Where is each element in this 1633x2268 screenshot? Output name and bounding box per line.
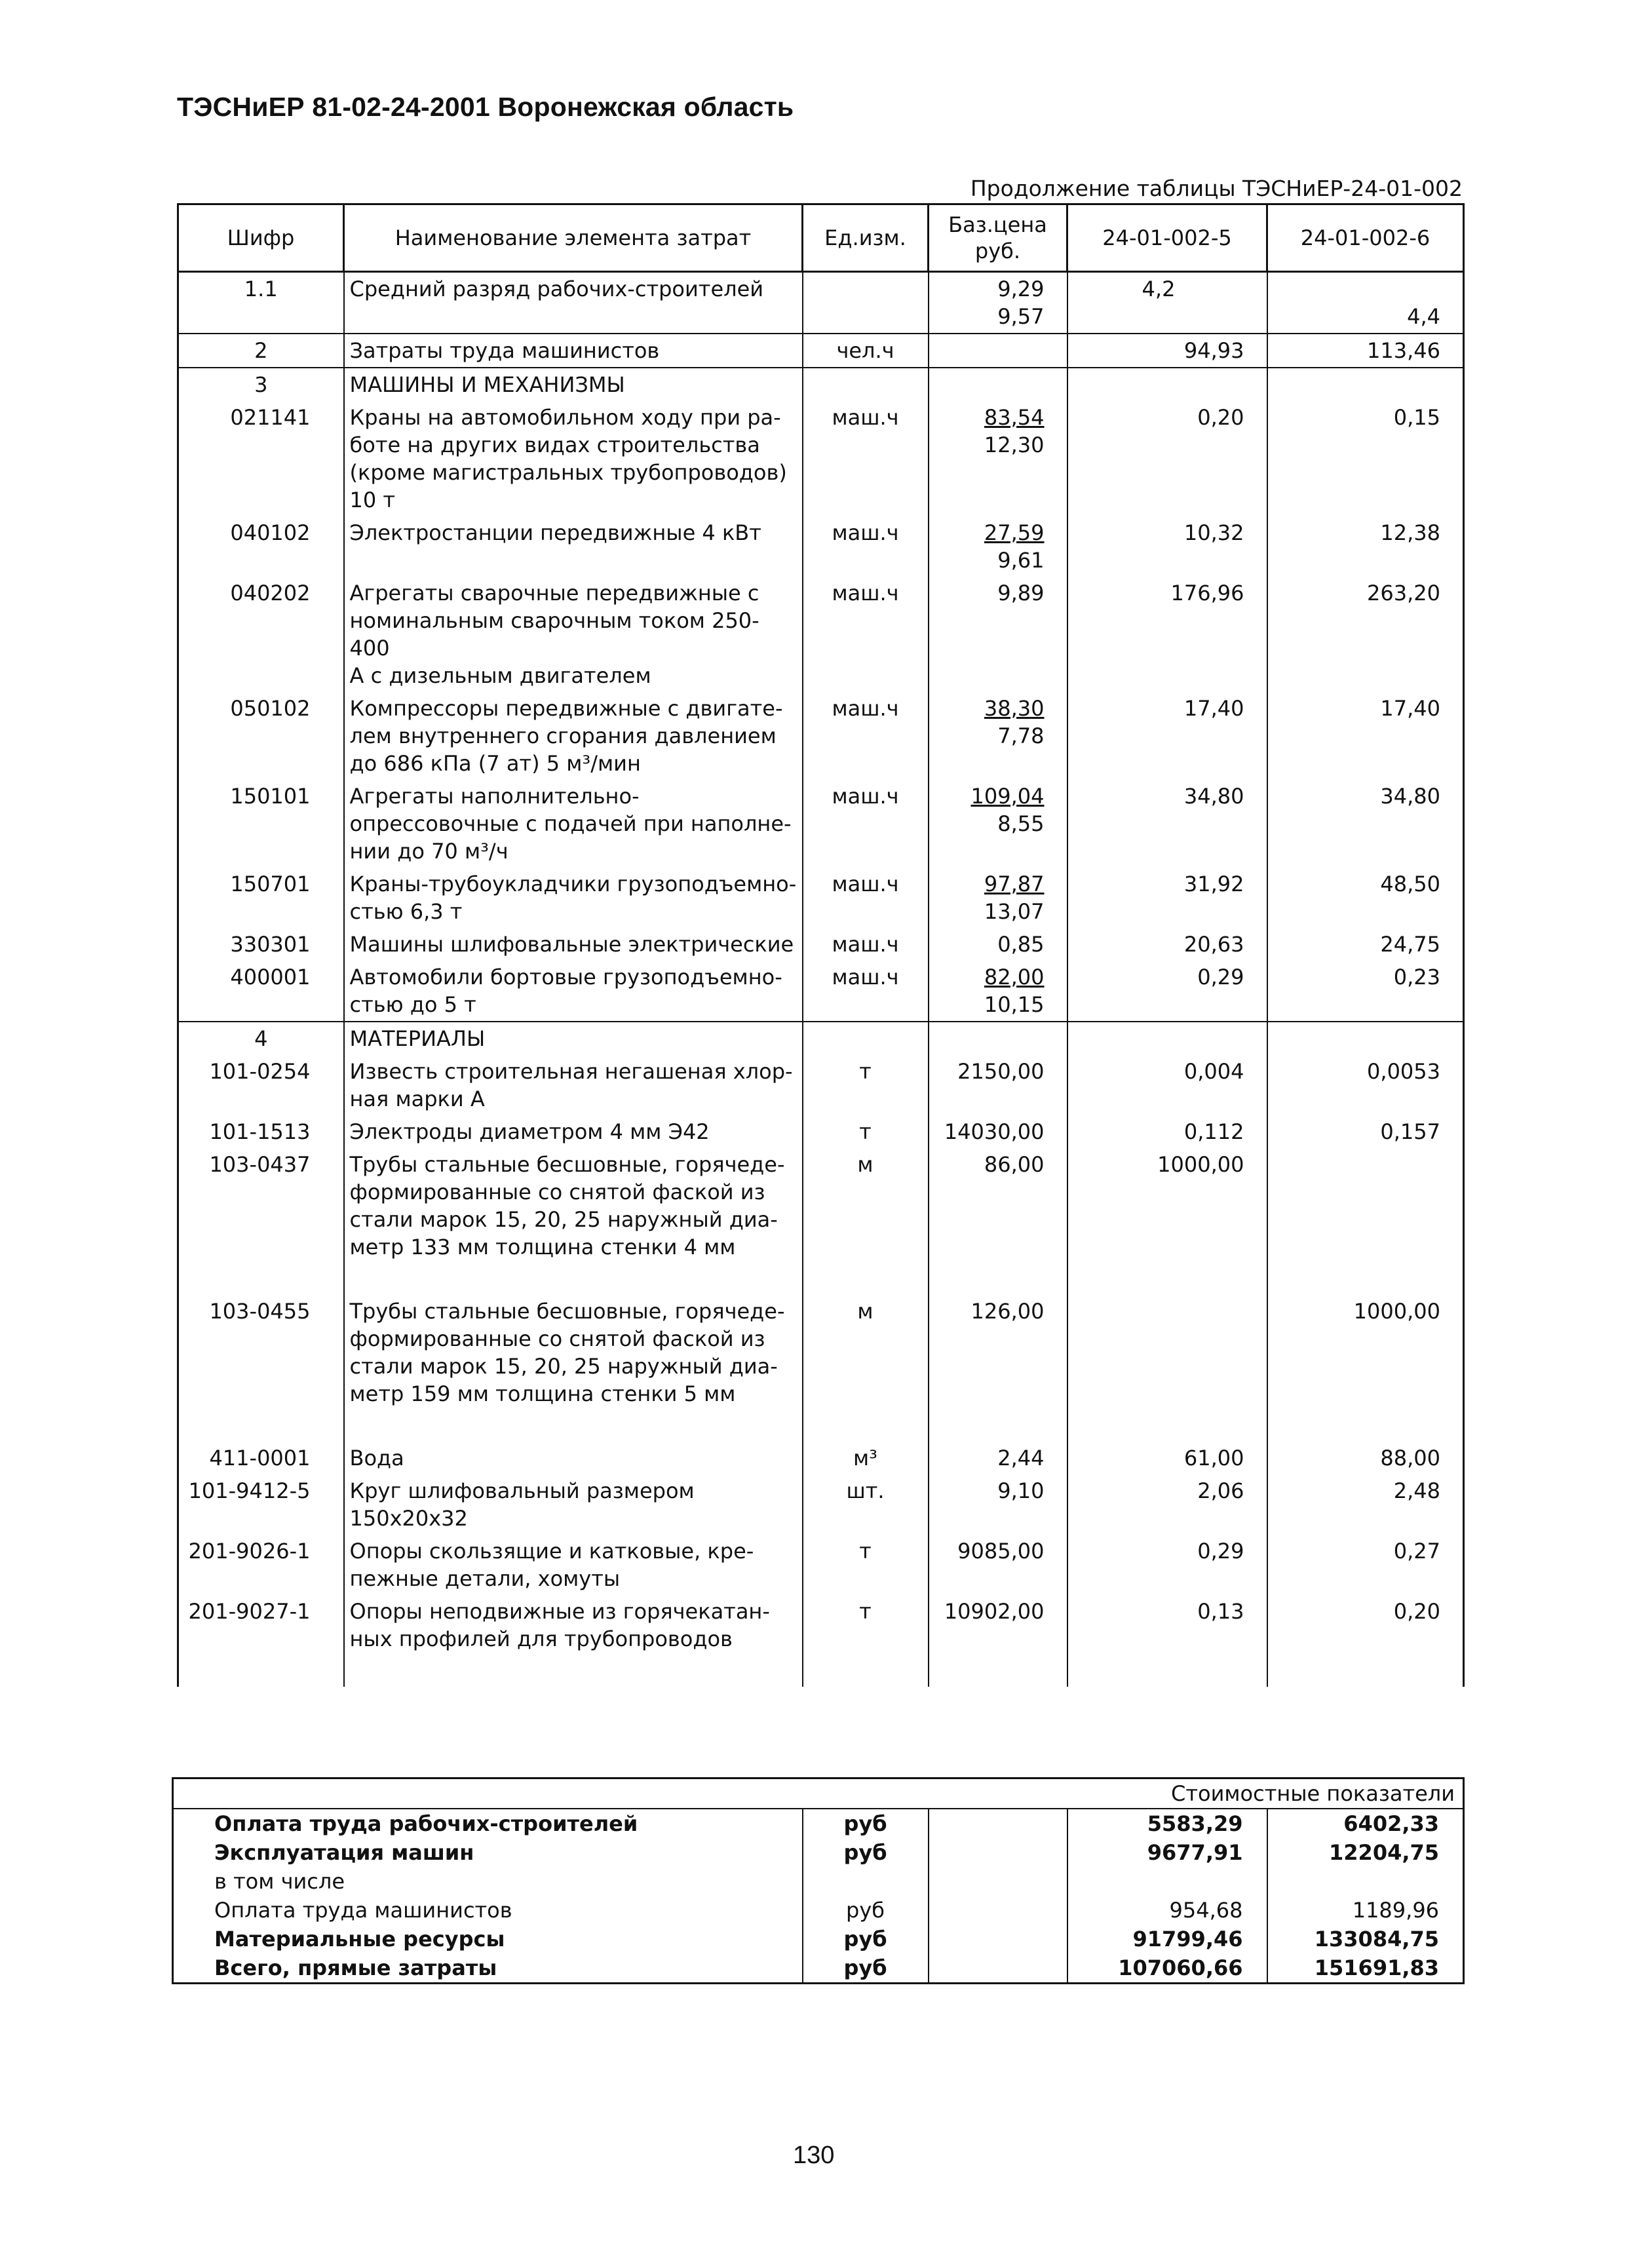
cell-code: 330301	[178, 928, 344, 961]
section-title: МАТЕРИАЛЫ	[344, 1022, 803, 1055]
cell-v5: 0,29	[1067, 961, 1267, 1022]
cell-price: 82,00 10,15	[929, 961, 1067, 1022]
totals-row	[173, 1896, 1464, 1925]
cell-price: 38,30 7,78	[929, 692, 1067, 780]
cell-v6: 34,80	[1267, 780, 1464, 868]
table-row	[178, 1595, 1464, 1655]
totals-empty	[929, 1953, 1067, 1984]
cell-v5: 61,00	[1067, 1442, 1267, 1474]
table-row	[178, 692, 1464, 780]
cell-price: 9,10	[929, 1474, 1067, 1535]
table-row	[178, 961, 1464, 1022]
cell-unit: м³	[803, 1442, 929, 1474]
cell-name: Электроды диаметром 4 мм Э42	[344, 1115, 803, 1148]
cell-code: 040102	[178, 516, 344, 577]
totals-label: Оплата труда машинистов	[173, 1896, 803, 1925]
cell-name: Круг шлифовальный размером 150х20х32	[344, 1474, 803, 1535]
cell-code: 2	[178, 334, 344, 368]
cell-price: 86,00	[929, 1148, 1067, 1263]
table-caption: Продолжение таблицы ТЭСНиЕР-24-01-002	[970, 176, 1463, 201]
cell-name: Электростанции передвижные 4 кВт	[344, 516, 803, 577]
cell-v6: 0,157	[1267, 1115, 1464, 1148]
col-header-v5: 24-01-002-5	[1067, 204, 1267, 272]
totals-unit: руб	[803, 1809, 929, 1838]
cell-code: 021141	[178, 401, 344, 516]
section-row	[178, 1022, 1464, 1055]
section-number: 3	[178, 368, 344, 401]
totals-v6: 1189,96	[1267, 1896, 1464, 1925]
totals-empty	[929, 1809, 1067, 1838]
cell-unit: маш.ч	[803, 868, 929, 928]
cell-unit: маш.ч	[803, 516, 929, 577]
section-row	[178, 368, 1464, 401]
totals-v5: 954,68	[1067, 1896, 1267, 1925]
cell-v6: 48,50	[1267, 868, 1464, 928]
cell-unit: т	[803, 1055, 929, 1115]
cell-code: 101-0254	[178, 1055, 344, 1115]
table-row	[178, 1148, 1464, 1263]
cell-v6: 2,48	[1267, 1474, 1464, 1535]
totals-unit: руб	[803, 1925, 929, 1953]
cell-v6: 12,38	[1267, 516, 1464, 577]
totals-unit: руб	[803, 1896, 929, 1925]
table-row	[178, 1055, 1464, 1115]
cell-price: 27,59 9,61	[929, 516, 1067, 577]
table-row	[178, 1442, 1464, 1474]
cell-v6: 88,00	[1267, 1442, 1464, 1474]
cell-unit: шт.	[803, 1474, 929, 1535]
norms-table	[177, 203, 1465, 1687]
cell-v5: 94,93	[1067, 334, 1267, 368]
cell-unit: м	[803, 1148, 929, 1263]
spacer-row	[178, 1410, 1464, 1442]
cell-name: Компрессоры передвижные с двигате- лем внутреннего сгорания давлением до 686 кПа (7 ат) 5 м³/мин	[344, 692, 803, 780]
cell-price: 9085,00	[929, 1535, 1067, 1595]
cell-code: 150101	[178, 780, 344, 868]
totals-empty	[929, 1896, 1067, 1925]
cell-v5: 0,112	[1067, 1115, 1267, 1148]
document-title: ТЭСНиЕР 81-02-24-2001 Воронежская область	[177, 92, 794, 122]
totals-label: в том числе	[173, 1867, 803, 1896]
cell-v5: 0,13	[1067, 1595, 1267, 1655]
cell-code: 040202	[178, 577, 344, 692]
cell-code: 103-0455	[178, 1295, 344, 1410]
cell-v6: 0,23	[1267, 961, 1464, 1022]
totals-empty	[929, 1925, 1067, 1953]
table-row	[178, 334, 1464, 368]
spacer-row	[178, 1263, 1464, 1295]
cell-code: 1.1	[178, 272, 344, 334]
cell-v5: 4,2	[1067, 272, 1267, 334]
col-header-price: Баз.цена руб.	[929, 204, 1067, 272]
cell-v6: 263,20	[1267, 577, 1464, 692]
totals-row	[173, 1953, 1464, 1984]
totals-v5: 5583,29	[1067, 1809, 1267, 1838]
totals-v5: 107060,66	[1067, 1953, 1267, 1984]
cell-unit: маш.ч	[803, 780, 929, 868]
col-header-v6: 24-01-002-6	[1267, 204, 1464, 272]
cell-price	[929, 334, 1067, 368]
totals-v6: 133084,75	[1267, 1925, 1464, 1953]
cell-price: 83,54 12,30	[929, 401, 1067, 516]
cell-unit: маш.ч	[803, 961, 929, 1022]
cell-name: Агрегаты сварочные передвижные с номинальным сварочным током 250-400 А с дизельным двигателем	[344, 577, 803, 692]
table-row	[178, 272, 1464, 334]
cell-v6: 0,0053	[1267, 1055, 1464, 1115]
totals-label: Эксплуатация машин	[173, 1838, 803, 1867]
cell-v6: 0,15	[1267, 401, 1464, 516]
page-number: 130	[793, 2142, 835, 2169]
cell-code: 400001	[178, 961, 344, 1022]
cell-name: Краны на автомобильном ходу при ра- боте на других видах строительства (кроме магистральных трубопроводов) 10 т	[344, 401, 803, 516]
cell-v5: 31,92	[1067, 868, 1267, 928]
totals-v5: 91799,46	[1067, 1925, 1267, 1953]
table-row	[178, 401, 1464, 516]
cell-name: Вода	[344, 1442, 803, 1474]
cell-unit	[803, 272, 929, 334]
cell-price: 9,89	[929, 577, 1067, 692]
cell-price: 0,85	[929, 928, 1067, 961]
cell-code: 101-1513	[178, 1115, 344, 1148]
table-row	[178, 516, 1464, 577]
cell-v6: 1000,00	[1267, 1295, 1464, 1410]
cell-v6: 0,20	[1267, 1595, 1464, 1655]
totals-label: Всего, прямые затраты	[173, 1953, 803, 1984]
cell-v5: 34,80	[1067, 780, 1267, 868]
totals-label: Оплата труда рабочих-строителей	[173, 1809, 803, 1838]
cell-code: 201-9027-1	[178, 1595, 344, 1655]
cell-v5	[1067, 1295, 1267, 1410]
cell-name: Машины шлифовальные электрические	[344, 928, 803, 961]
cell-name: Известь строительная негашеная хлор- ная марки А	[344, 1055, 803, 1115]
cell-code: 411-0001	[178, 1442, 344, 1474]
totals-empty	[929, 1838, 1067, 1867]
cell-code: 201-9026-1	[178, 1535, 344, 1595]
cell-code: 101-9412-5	[178, 1474, 344, 1535]
cell-unit: маш.ч	[803, 401, 929, 516]
col-header-code: Шифр	[178, 204, 344, 272]
table-row	[178, 1474, 1464, 1535]
totals-row	[173, 1838, 1464, 1867]
cell-v6: 0,27	[1267, 1535, 1464, 1595]
cell-name: Агрегаты наполнительно- опрессовочные с подачей при наполне- нии до 70 м³/ч	[344, 780, 803, 868]
cell-v5: 176,96	[1067, 577, 1267, 692]
table-row	[178, 928, 1464, 961]
totals-v5: 9677,91	[1067, 1838, 1267, 1867]
totals-unit: руб	[803, 1953, 929, 1984]
cell-v5: 10,32	[1067, 516, 1267, 577]
cell-price: 9,29 9,57	[929, 272, 1067, 334]
cell-v5: 0,29	[1067, 1535, 1267, 1595]
cost-indicators-caption-row	[173, 1778, 1464, 1809]
table-row	[178, 1295, 1464, 1410]
totals-v6: 12204,75	[1267, 1838, 1464, 1867]
cell-v6: 17,40	[1267, 692, 1464, 780]
cell-v5: 1000,00	[1067, 1148, 1267, 1263]
col-header-unit: Ед.изм.	[803, 204, 929, 272]
cell-unit: маш.ч	[803, 577, 929, 692]
cell-price: 126,00	[929, 1295, 1067, 1410]
cell-unit: маш.ч	[803, 928, 929, 961]
totals-row	[173, 1925, 1464, 1953]
cell-code: 050102	[178, 692, 344, 780]
cell-unit: маш.ч	[803, 692, 929, 780]
cell-unit: чел.ч	[803, 334, 929, 368]
cell-price: 14030,00	[929, 1115, 1067, 1148]
table-row	[178, 780, 1464, 868]
totals-v6: 6402,33	[1267, 1809, 1464, 1838]
table-row	[178, 868, 1464, 928]
cell-name: Средний разряд рабочих-строителей	[344, 272, 803, 334]
cell-v6: 24,75	[1267, 928, 1464, 961]
totals-row	[173, 1867, 1464, 1896]
cell-price: 109,04 8,55	[929, 780, 1067, 868]
cell-v5: 0,004	[1067, 1055, 1267, 1115]
cell-name: Затраты труда машинистов	[344, 334, 803, 368]
totals-row	[173, 1809, 1464, 1838]
cost-indicators-caption: Стоимостные показатели	[173, 1778, 1464, 1809]
cell-price: 97,87 13,07	[929, 868, 1067, 928]
section-number: 4	[178, 1022, 344, 1055]
cell-v6: 113,46	[1267, 334, 1464, 368]
cell-name: Автомобили бортовые грузоподъемно- стью до 5 т	[344, 961, 803, 1022]
cell-name: Опоры скользящие и катковые, кре- пежные детали, хомуты	[344, 1535, 803, 1595]
cell-name: Трубы стальные бесшовные, горячеде- формированные со снятой фаской из стали марок 15, 20, 25 наружный диа- метр 159 мм толщина стенки 5 мм	[344, 1295, 803, 1410]
cell-name: Краны-трубоукладчики грузоподъемно- стью 6,3 т	[344, 868, 803, 928]
section-title: МАШИНЫ И МЕХАНИЗМЫ	[344, 368, 803, 401]
cell-unit: т	[803, 1535, 929, 1595]
cell-v5: 20,63	[1067, 928, 1267, 961]
cell-v6: 4,4	[1267, 272, 1464, 334]
cell-code: 103-0437	[178, 1148, 344, 1263]
totals-v6: 151691,83	[1267, 1953, 1464, 1984]
table-row	[178, 1115, 1464, 1148]
cell-price: 2,44	[929, 1442, 1067, 1474]
cell-name: Опоры неподвижные из горячекатан- ных профилей для трубопроводов	[344, 1595, 803, 1655]
cell-unit: м	[803, 1295, 929, 1410]
spacer-row	[178, 1655, 1464, 1687]
table-row	[178, 577, 1464, 692]
totals-unit: руб	[803, 1838, 929, 1867]
col-header-name: Наименование элемента затрат	[344, 204, 803, 272]
cell-unit: т	[803, 1595, 929, 1655]
cell-unit: т	[803, 1115, 929, 1148]
cell-price: 2150,00	[929, 1055, 1067, 1115]
table-header-row	[178, 204, 1464, 272]
cell-v5: 17,40	[1067, 692, 1267, 780]
cell-v6	[1267, 1148, 1464, 1263]
cell-price: 10902,00	[929, 1595, 1067, 1655]
cost-indicators-table	[172, 1777, 1465, 1984]
totals-label: Материальные ресурсы	[173, 1925, 803, 1953]
cell-code: 150701	[178, 868, 344, 928]
cell-name: Трубы стальные бесшовные, горячеде- формированные со снятой фаской из стали марок 15, 20, 25 наружный диа- метр 133 мм толщина стенки 4 мм	[344, 1148, 803, 1263]
cell-v5: 2,06	[1067, 1474, 1267, 1535]
cell-v5: 0,20	[1067, 401, 1267, 516]
table-row	[178, 1535, 1464, 1595]
